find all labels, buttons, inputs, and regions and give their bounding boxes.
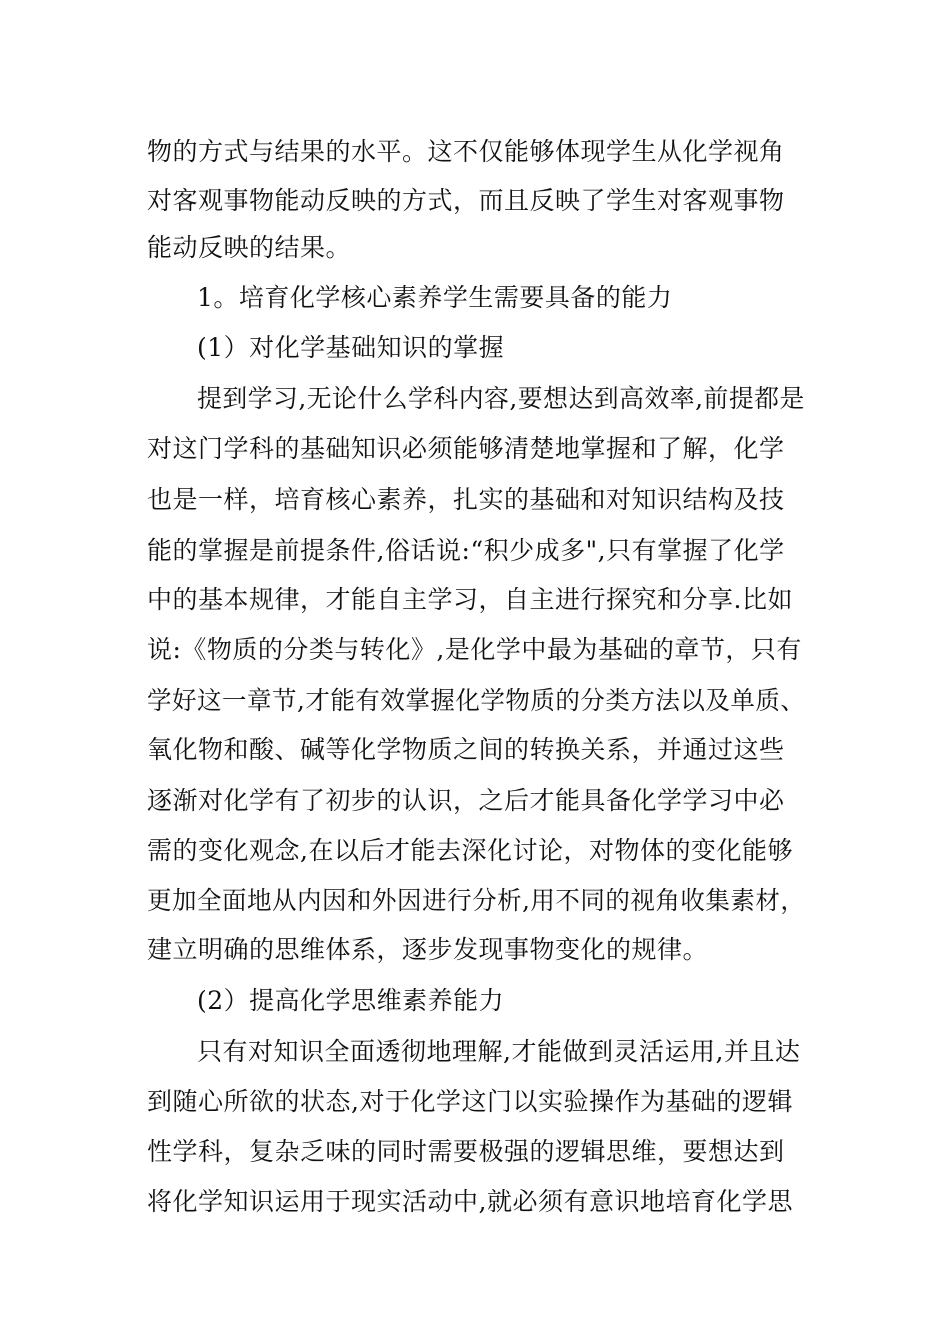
section-heading: 1。培育化学核心素养学生需要具备的能力 <box>197 283 673 312</box>
text-line: 提到学习,无论什么学科内容,要想达到高效率,前提都是 <box>197 384 805 413</box>
text-line: 更加全面地从内因和外因进行分析,用不同的视角收集素材， <box>147 886 806 915</box>
text-line: 性学科，复杂乏味的同时需要极强的逻辑思维，要想达到 <box>147 1137 785 1166</box>
text-line: 学好这一章节,才能有效掌握化学物质的分类方法以及单质、 <box>147 686 806 715</box>
subsection-heading: (2）提高化学思维素养能力 <box>197 986 505 1015</box>
text-line: 能的掌握是前提条件,俗话说:“积少成多",只有掌握了化学 <box>147 536 785 565</box>
text-line: 也是一样，培育核心素养，扎实的基础和对知识结构及技 <box>147 485 785 514</box>
text-line: 中的基本规律，才能自主学习，自主进行探究和分享.比如 <box>147 585 793 614</box>
text-line: 物的方式与结果的水平。这不仅能够体现学生从化学视角 <box>147 137 785 166</box>
text-line: 氧化物和酸、碱等化学物质之间的转换关系，并通过这些 <box>147 735 785 764</box>
text-line: 只有对知识全面透彻地理解,才能做到灵活运用,并且达 <box>197 1037 801 1066</box>
text-line: 需的变化观念,在以后才能去深化讨论，对物体的变化能够 <box>147 836 793 865</box>
text-line: 将化学知识运用于现实活动中,就必须有意识地培育化学思 <box>147 1187 793 1216</box>
text-line: 到随心所欲的状态,对于化学这门以实验操作为基础的逻辑 <box>147 1087 793 1116</box>
text-line: 能动反映的结果。 <box>147 233 352 262</box>
text-line: 建立明确的思维体系，逐步发现事物变化的规律。 <box>147 935 709 964</box>
text-line: 说:《物质的分类与转化》,是化学中最为基础的章节，只有 <box>147 635 802 664</box>
text-line: 对客观事物能动反映的方式，而且反映了学生对客观事物 <box>147 186 785 215</box>
text-line: 对这门学科的基础知识必须能够清楚地掌握和了解，化学 <box>147 434 785 463</box>
text-line: 逐渐对化学有了初步的认识，之后才能具备化学学习中必 <box>147 786 785 815</box>
subsection-heading: (1）对化学基础知识的掌握 <box>197 333 505 362</box>
